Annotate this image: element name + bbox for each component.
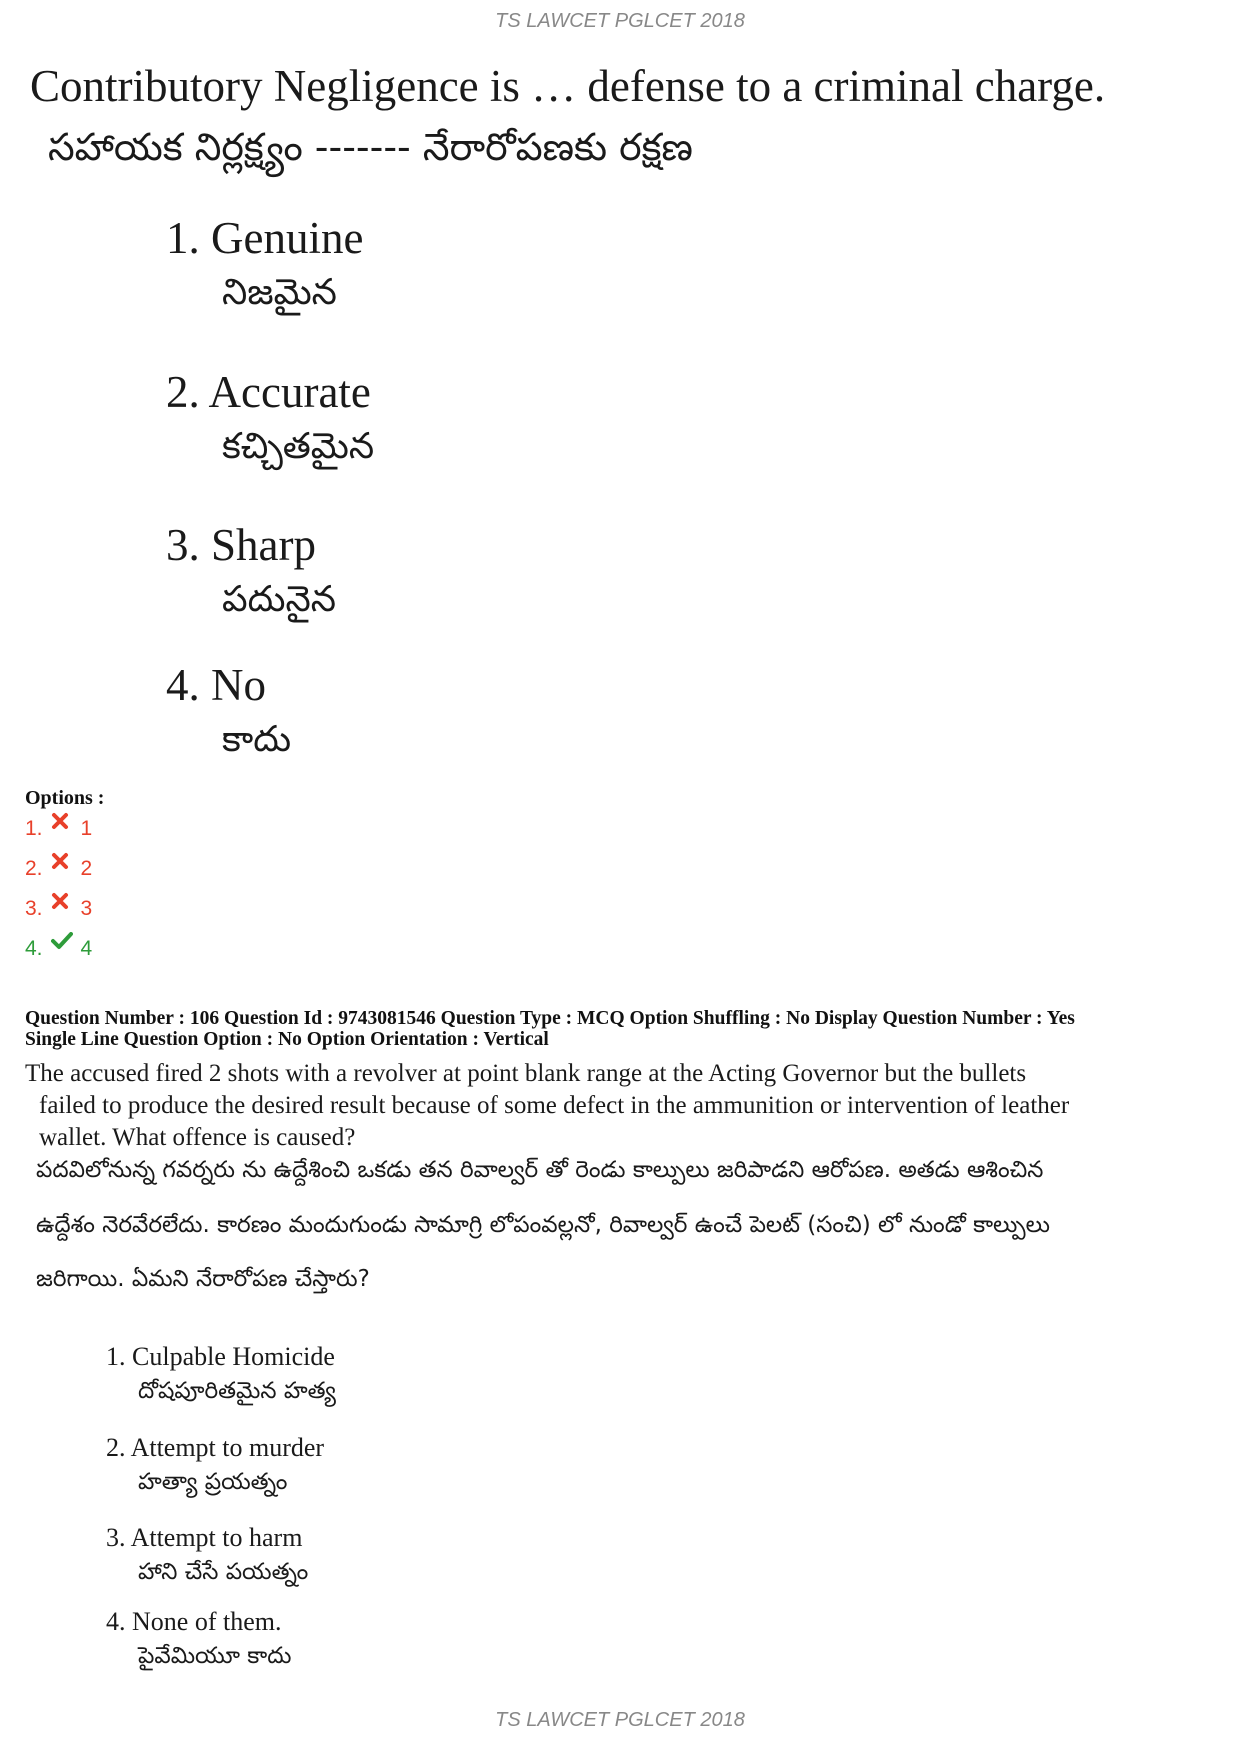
stem-line-telugu: ఉద్దేశం నెరవేరలేదు. కారణం మందుగుండు సామాగ్రి లోపంవల్లనో, రివాల్వర్ ఉంచే పెలట్ (సంచి) లో నుండో కాల్పులు — [36, 1212, 1050, 1238]
option-telugu: దోషపూరితమైన హత్య — [138, 1378, 336, 1404]
question-option — [166, 659, 291, 769]
option-telugu: కచ్చితమైన — [222, 426, 375, 467]
cross-icon — [51, 852, 73, 874]
question-option — [106, 1523, 308, 1591]
option-english: 2. Attempt to murder — [106, 1433, 325, 1462]
checkmark-icon — [51, 932, 73, 954]
question-option — [166, 366, 374, 476]
option-english: 4. No — [166, 660, 266, 710]
option-telugu: పైవేమియూ కాదు — [138, 1643, 292, 1669]
question-stem-telugu: సహాయక నిర్లక్ష్యం ------- నేరారోపణకు రక్షణ — [48, 125, 693, 169]
question-option — [106, 1342, 336, 1410]
option-english: 4. None of them. — [106, 1607, 282, 1636]
stem-line-telugu: పదవిలోనున్న గవర్నరు ను ఉద్దేశించి ఒకడు తన రివాల్వర్ తో రెండు కాల్పులు జరిపాడని ఆరోపణ. అతడు ఆశించిన — [36, 1157, 1044, 1183]
answer-value: 4 — [80, 937, 93, 960]
option-english: 1. Genuine — [166, 213, 364, 263]
answer-option-1 — [25, 817, 92, 841]
cross-icon — [51, 892, 73, 914]
answer-value: 1 — [80, 817, 93, 840]
metadata-line-1: Question Number : 106 Question Id : 9743081546 Question Type : MCQ Option Shuffling : No Display Question Number : Yes — [25, 1008, 1075, 1029]
metadata-line-2: Single Line Question Option : No Option Orientation : Vertical — [25, 1029, 549, 1050]
option-telugu: హాని చేసే పయత్నం — [138, 1559, 309, 1585]
options-heading: Options : — [25, 787, 105, 809]
question-stem-english: Contributory Negligence is … defense to a criminal charge. — [30, 61, 1106, 111]
answer-option-4 — [25, 937, 92, 961]
option-telugu: నిజమైన — [222, 272, 337, 313]
stem-line: The accused fired 2 shots with a revolver at point blank range at the Acting Governor but the bullets — [25, 1060, 1027, 1087]
question-option — [166, 212, 363, 322]
answer-value: 3 — [80, 897, 93, 920]
page-footer: TS LAWCET PGLCET 2018 — [495, 1709, 745, 1731]
page-header: TS LAWCET PGLCET 2018 — [495, 10, 745, 32]
option-telugu: హత్యా ప్రయత్నం — [138, 1469, 288, 1495]
question-option — [166, 519, 336, 629]
question-option — [106, 1433, 324, 1501]
option-english: 2. Accurate — [166, 367, 371, 417]
answer-number: 1. — [25, 817, 43, 840]
answer-number: 4. — [25, 937, 43, 960]
stem-line-telugu: జరిగాయి. ఏమని నేరారోపణ చేస్తారు? — [36, 1266, 370, 1292]
option-telugu: పదునైన — [222, 579, 337, 620]
option-english: 1. Culpable Homicide — [106, 1342, 335, 1371]
answer-number: 3. — [25, 897, 43, 920]
answer-value: 2 — [80, 857, 93, 880]
cross-icon — [51, 812, 73, 834]
stem-line: failed to produce the desired result because of some defect in the ammunition or intervention of leather — [39, 1092, 1070, 1119]
stem-line: wallet. What offence is caused? — [39, 1124, 356, 1151]
answer-option-3 — [25, 897, 92, 921]
option-english: 3. Sharp — [166, 520, 316, 570]
question-option — [106, 1607, 291, 1675]
answer-option-2 — [25, 857, 92, 881]
option-english: 3. Attempt to harm — [106, 1523, 303, 1552]
question-metadata — [25, 1008, 1075, 1050]
question-stem-english — [25, 1058, 1205, 1154]
answer-number: 2. — [25, 857, 43, 880]
option-telugu: కాదు — [222, 719, 292, 760]
